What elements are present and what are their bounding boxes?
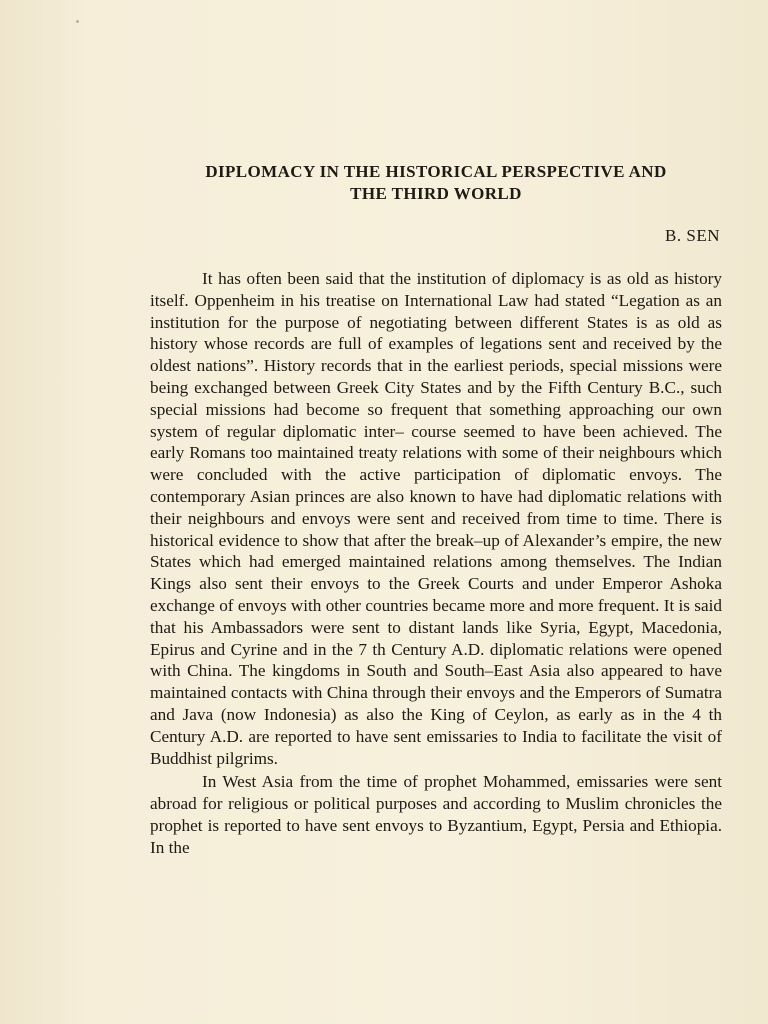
article-title-line-1: DIPLOMACY IN THE HISTORICAL PERSPECTIVE AND — [205, 162, 667, 181]
body-paragraph-1: It has often been said that the institution of diplomacy is as old as history itself. Oppenheim in his treatise on International Law had stated “Legation as an institution for the purpose of negotiating between different States is as old as history whose records are full of examples of legations sent and received by the oldest nations”. History records that in the earliest periods, special missions were being exchanged between Greek City States and by the Fifth Century B.C., such special missions had become so frequent that something approaching our own system of regular diplomatic inter– course seemed to have been achieved. The early Romans too maintained treaty relations with some of their neighbours which were concluded with the active participation of diplomatic envoys. The contemporary Asian princes are also known to have had diplomatic relations with their neighbours and envoys were sent and received from time to time. There is historical evidence to show that after the break–up of Alexander’s empire, the new States which had emerged maintained relations among themselves. The Indian Kings also sent their envoys to the Greek Courts and under Emperor Ashoka exchange of envoys with other countries became more and more frequent. It is said that his Ambassadors were sent to distant lands like Syria, Egypt, Macedonia, Epirus and Cyrine and in the 7 th Century A.D. diplomatic relations were opened with China. The kingdoms in South and South–East Asia also appeared to have maintained contacts with China through their envoys and the Emperors of Sumatra and Java (now Indonesia) as also the King of Ceylon, as early as in the 4 th Century A.D. are reported to have sent emissaries to India to facilitate the visit of Buddhist pilgrims. — [150, 269, 722, 768]
page-speck — [76, 20, 79, 23]
article-title — [150, 161, 722, 205]
body-paragraph-2: In West Asia from the time of prophet Mohammed, emissaries were sent abroad for religious or political purposes and according to Muslim chronicles the prophet is reported to have sent envoys to Byzantium, Egypt, Persia and Ethiopia. In the — [150, 772, 722, 857]
article-title-line-2: THE THIRD WORLD — [350, 184, 522, 203]
article-body — [150, 268, 722, 859]
article-author: B. SEN — [665, 226, 720, 245]
